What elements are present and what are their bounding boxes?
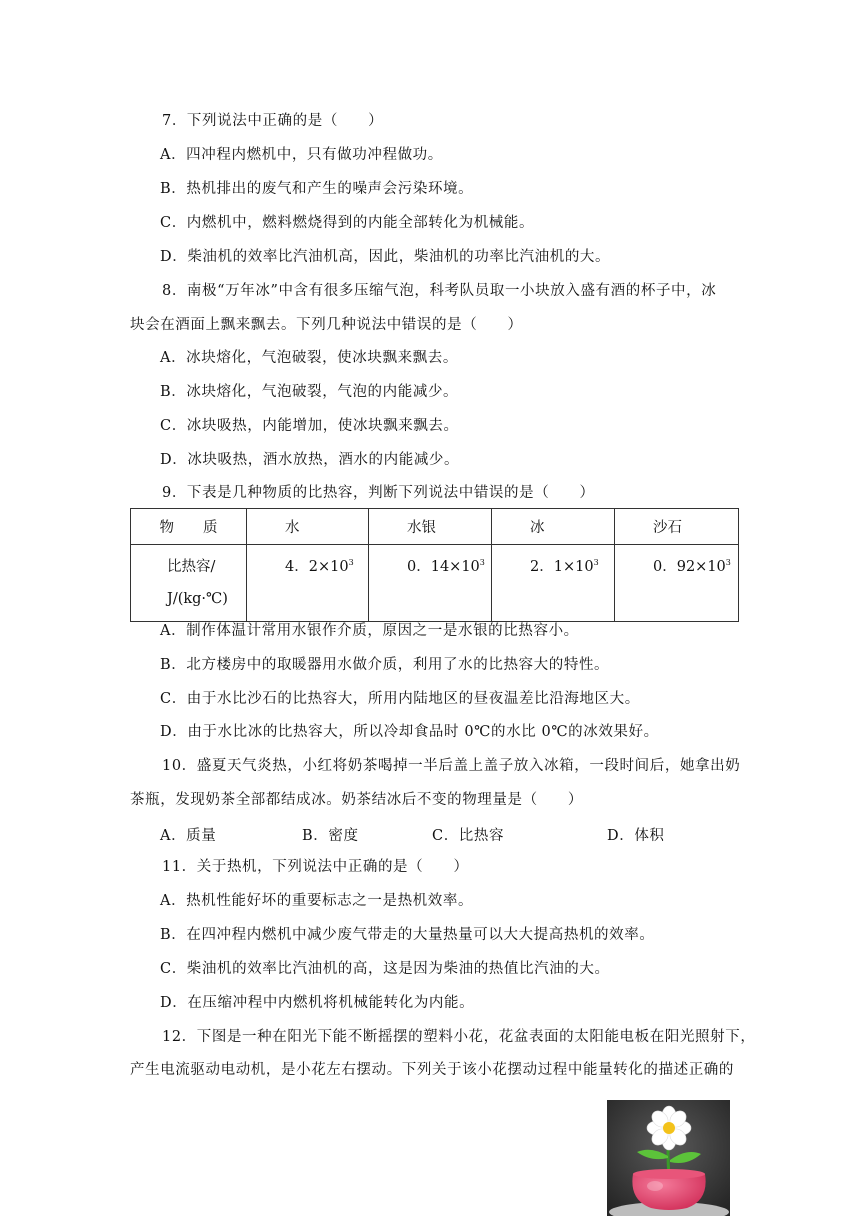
q11-option-b: B．在四冲程内燃机中减少废气带走的大量热量可以大大提高热机的效率。 [160,927,655,943]
table-cell: 2．$1\times 10^3$ [492,545,615,622]
specific-heat-table [130,508,739,622]
q7-option-d: D．柴油机的效率比汽油机高，因此，柴油机的功率比汽油机的大。 [160,249,611,265]
q11-option-a: A．热机性能好坏的重要标志之一是热机效率。 [160,893,474,909]
q8-option-c: C．冰块吸热，内能增加，使冰块飘来飘去。 [160,418,459,434]
flower-pot-illustration [607,1100,730,1216]
table-header-cell: 冰 [492,509,615,545]
q8-stem-line2: 块会在酒面上飘来飘去。下列几种说法中错误的是（ ） [130,317,523,333]
q8-option-a: A．冰块熔化，气泡破裂，使冰块飘来飘去。 [160,350,458,366]
q8-option-d: D．冰块吸热，酒水放热，酒水的内能减少。 [160,452,460,468]
table-header-label: 物 质 [131,509,247,545]
q8-stem-line1: 8．南极“万年冰”中含有很多压缩气泡，科考队员取一小块放入盛有酒的杯子中，冰 [162,283,717,299]
solar-flower-photo [607,1100,730,1216]
q9-option-a: A．制作体温计常用水银作介质，原因之一是水银的比热容小。 [160,623,579,639]
q7-stem: 7．下列说法中正确的是（ ） [162,113,384,129]
q9-option-c: C．由于水比沙石的比热容大，所用内陆地区的昼夜温差比沿海地区大。 [160,691,640,707]
q10-stem-line2: 茶瓶，发现奶茶全部都结成冰。奶茶结冰后不变的物理量是（ ） [130,792,583,808]
q10-option-c: C．比热容 [432,828,505,844]
q12-stem-line1: 12．下图是一种在阳光下能不断摇摆的塑料小花，花盆表面的太阳能电板在阳光照射下， [162,1029,756,1045]
q11-stem: 11．关于热机，下列说法中正确的是（ ） [162,859,469,875]
table-header-cell: 水银 [369,509,492,545]
table-row [131,545,739,622]
q11-option-d: D．在压缩冲程中内燃机将机械能转化为内能。 [160,995,475,1011]
q10-option-a: A．质量 [160,828,217,844]
q10-stem-line1: 10．盛夏天气炎热，小红将奶茶喝掉一半后盖上盖子放入冰箱，一段时间后，她拿出奶 [162,758,741,774]
q10-options [160,824,720,844]
table-cell: 0．$92\times 10^3$ [615,545,739,622]
table-header-row [131,509,739,545]
table-row-label: 比热容/ J/(kg·℃) [131,545,247,622]
table-header-cell: 水 [247,509,369,545]
q7-option-c: C．内燃机中，燃料燃烧得到的内能全部转化为机械能。 [160,215,535,231]
q7-option-b: B．热机排出的废气和产生的噪声会污染环境。 [160,181,474,197]
table-cell: 0．$14\times 10^3$ [369,545,492,622]
q8-option-b: B．冰块熔化，气泡破裂，气泡的内能减少。 [160,384,459,400]
q7-option-a: A．四冲程内燃机中，只有做功冲程做功。 [160,147,443,163]
q10-option-d: D．体积 [607,828,665,844]
q9-stem: 9．下表是几种物质的比热容，判断下列说法中错误的是（ ） [162,485,595,501]
q12-stem-line2: 产生电流驱动电动机，是小花左右摆动。下列关于该小花摆动过程中能量转化的描述正确的 [130,1062,734,1078]
table-cell: 4．$2\times 10^3$ [247,545,369,622]
table-header-cell: 沙石 [615,509,739,545]
q9-option-d: D．由于水比冰的比热容大，所以冷却食品时 0℃的水比 0℃的冰效果好。 [160,724,659,740]
q9-option-b: B．北方楼房中的取暖器用水做介质，利用了水的比热容大的特性。 [160,657,610,673]
q11-option-c: C．柴油机的效率比汽油机的高，这是因为柴油的热值比汽油的大。 [160,961,610,977]
q10-option-b: B．密度 [302,828,359,844]
